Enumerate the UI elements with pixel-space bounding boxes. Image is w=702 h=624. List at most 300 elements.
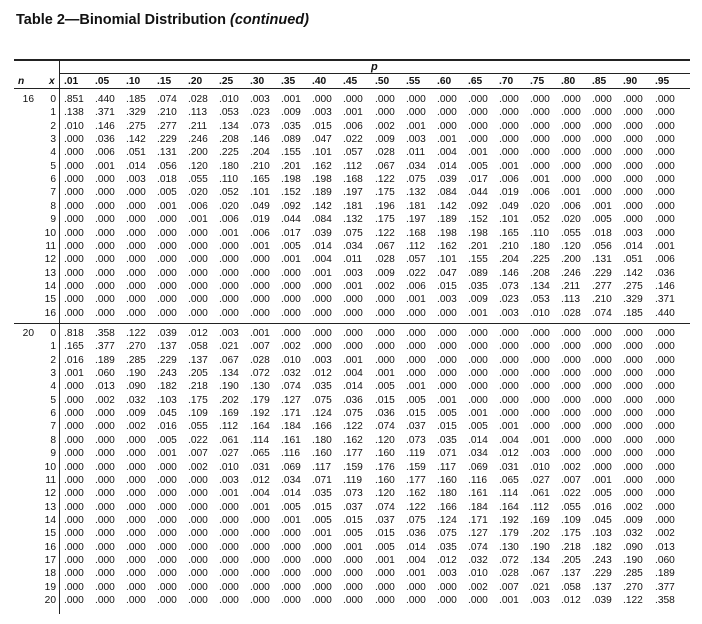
x-value: 8 <box>50 434 56 446</box>
probability-cell: .000 <box>219 528 239 540</box>
x-value: 4 <box>50 147 56 159</box>
probability-cell: .112 <box>530 501 550 513</box>
probability-cell: .000 <box>561 354 581 366</box>
probability-cell: .022 <box>406 267 426 279</box>
probability-cell: .000 <box>95 187 115 199</box>
probability-cell: .001 <box>343 280 363 292</box>
probability-cell: .000 <box>219 254 239 266</box>
probability-cell: .000 <box>437 307 457 319</box>
probability-cell: .000 <box>188 554 208 566</box>
probability-cell: .017 <box>281 227 301 239</box>
probability-cell: .000 <box>95 581 115 593</box>
p-column-header: .20 <box>188 76 203 87</box>
p-column-header: .15 <box>157 76 172 87</box>
probability-cell: .000 <box>157 254 177 266</box>
x-value: 1 <box>50 341 56 353</box>
probability-cell: .036 <box>375 408 395 420</box>
probability-cell: .005 <box>468 421 488 433</box>
probability-cell: .021 <box>219 341 239 353</box>
probability-cell: .000 <box>406 107 426 119</box>
probability-cell: .000 <box>655 381 675 393</box>
probability-cell: .000 <box>64 174 84 186</box>
probability-cell: .000 <box>655 227 675 239</box>
probability-cell: .000 <box>561 94 581 105</box>
probability-cell: .122 <box>623 595 643 606</box>
probability-cell: .270 <box>126 341 146 353</box>
probability-cell: .005 <box>375 381 395 393</box>
probability-cell: .166 <box>437 501 457 513</box>
probability-cell: .109 <box>188 408 208 420</box>
probability-cell: .036 <box>343 394 363 406</box>
probability-cell: .000 <box>188 514 208 526</box>
probability-cell: .168 <box>343 174 363 186</box>
probability-cell: .001 <box>499 160 519 172</box>
probability-cell: .162 <box>406 488 426 500</box>
probability-cell: .000 <box>561 421 581 433</box>
probability-cell: .000 <box>655 474 675 486</box>
probability-cell: .015 <box>343 514 363 526</box>
probability-cell: .000 <box>250 267 270 279</box>
probability-cell: .005 <box>312 514 332 526</box>
x-value: 6 <box>50 408 56 420</box>
probability-cell: .166 <box>312 421 332 433</box>
probability-cell: .000 <box>157 528 177 540</box>
probability-cell: .000 <box>126 214 146 226</box>
probability-cell: .165 <box>499 227 519 239</box>
probability-cell: .006 <box>499 174 519 186</box>
probability-cell: .211 <box>188 120 208 132</box>
probability-cell: .000 <box>64 421 84 433</box>
probability-cell: .001 <box>343 107 363 119</box>
probability-cell: .000 <box>64 227 84 239</box>
probability-cell: .037 <box>343 501 363 513</box>
probability-cell: .124 <box>312 408 332 420</box>
probability-cell: .015 <box>375 528 395 540</box>
probability-cell: .000 <box>655 448 675 460</box>
probability-cell: .161 <box>281 434 301 446</box>
probability-cell: .146 <box>655 280 675 292</box>
probability-cell: .000 <box>406 354 426 366</box>
probability-cell: .000 <box>655 514 675 526</box>
probability-cell: .074 <box>375 421 395 433</box>
probability-cell: .000 <box>655 434 675 446</box>
probability-cell: .001 <box>188 214 208 226</box>
probability-cell: .001 <box>281 254 301 266</box>
probability-cell: .000 <box>126 554 146 566</box>
probability-cell: .000 <box>561 160 581 172</box>
probability-cell: .000 <box>95 448 115 460</box>
probability-cell: .185 <box>623 307 643 319</box>
probability-cell: .073 <box>343 488 363 500</box>
probability-cell: .010 <box>468 568 488 580</box>
probability-cell: .065 <box>250 448 270 460</box>
probability-cell: .000 <box>561 394 581 406</box>
probability-cell: .134 <box>530 280 550 292</box>
probability-cell: .000 <box>64 381 84 393</box>
probability-cell: .201 <box>468 240 488 252</box>
probability-cell: .000 <box>343 341 363 353</box>
probability-cell: .190 <box>623 554 643 566</box>
probability-cell: .000 <box>219 280 239 292</box>
probability-cell: .229 <box>157 134 177 146</box>
probability-cell: .182 <box>592 541 612 553</box>
probability-cell: .000 <box>312 341 332 353</box>
probability-cell: .000 <box>592 328 612 339</box>
probability-cell: .000 <box>95 421 115 433</box>
probability-cell: .084 <box>437 187 457 199</box>
probability-cell: .056 <box>592 240 612 252</box>
x-column-rule <box>59 60 60 614</box>
probability-cell: .204 <box>250 147 270 159</box>
probability-cell: .000 <box>64 394 84 406</box>
probability-cell: .000 <box>188 240 208 252</box>
probability-cell: .000 <box>623 147 643 159</box>
probability-cell: .000 <box>530 421 550 433</box>
probability-cell: .004 <box>406 554 426 566</box>
probability-cell: .000 <box>126 474 146 486</box>
probability-cell: .146 <box>499 267 519 279</box>
probability-cell: .000 <box>437 328 457 339</box>
probability-cell: .109 <box>561 514 581 526</box>
probability-cell: .022 <box>561 488 581 500</box>
probability-cell: .013 <box>655 541 675 553</box>
probability-cell: .000 <box>95 174 115 186</box>
probability-cell: .003 <box>126 174 146 186</box>
x-value: 3 <box>50 134 56 146</box>
probability-cell: .198 <box>468 227 488 239</box>
probability-cell: .165 <box>64 341 84 353</box>
probability-cell: .000 <box>64 280 84 292</box>
probability-cell: .002 <box>126 421 146 433</box>
probability-cell: .000 <box>95 294 115 306</box>
probability-cell: .002 <box>561 461 581 473</box>
probability-cell: .000 <box>499 394 519 406</box>
x-value: 0 <box>50 94 56 105</box>
probability-cell: .089 <box>468 267 488 279</box>
probability-cell: .377 <box>95 341 115 353</box>
probability-cell: .014 <box>343 381 363 393</box>
probability-cell: .027 <box>530 474 550 486</box>
probability-cell: .000 <box>406 368 426 380</box>
x-value: 2 <box>50 354 56 366</box>
probability-cell: .005 <box>375 541 395 553</box>
p-column-header: .05 <box>95 76 110 87</box>
x-value: 12 <box>44 254 56 266</box>
x-value: 4 <box>50 381 56 393</box>
probability-cell: .277 <box>157 120 177 132</box>
probability-cell: .005 <box>281 240 301 252</box>
probability-cell: .012 <box>561 595 581 606</box>
probability-cell: .000 <box>592 341 612 353</box>
x-value: 8 <box>50 200 56 212</box>
probability-cell: .127 <box>468 528 488 540</box>
probability-cell: .162 <box>312 160 332 172</box>
probability-cell: .211 <box>561 280 581 292</box>
probability-cell: .000 <box>157 267 177 279</box>
probability-cell: .000 <box>312 568 332 580</box>
probability-cell: .000 <box>530 120 550 132</box>
probability-cell: .012 <box>312 368 332 380</box>
probability-cell: .000 <box>219 554 239 566</box>
probability-cell: .000 <box>375 581 395 593</box>
probability-cell: .072 <box>499 554 519 566</box>
probability-cell: .000 <box>126 187 146 199</box>
probability-cell: .000 <box>499 368 519 380</box>
probability-cell: .000 <box>64 160 84 172</box>
probability-cell: .053 <box>530 294 550 306</box>
probability-cell: .000 <box>312 541 332 553</box>
p-column-header: .60 <box>437 76 452 87</box>
probability-cell: .005 <box>468 160 488 172</box>
probability-cell: .181 <box>406 200 426 212</box>
probability-cell: .000 <box>64 595 84 606</box>
probability-cell: .177 <box>406 474 426 486</box>
probability-cell: .017 <box>468 174 488 186</box>
probability-cell: .007 <box>188 448 208 460</box>
probability-cell: .020 <box>188 187 208 199</box>
probability-cell: .000 <box>219 514 239 526</box>
probability-cell: .177 <box>343 448 363 460</box>
probability-cell: .073 <box>499 280 519 292</box>
probability-cell: .005 <box>343 528 363 540</box>
probability-cell: .000 <box>655 408 675 420</box>
x-value: 7 <box>50 421 56 433</box>
probability-cell: .023 <box>250 107 270 119</box>
p-column-header: .01 <box>64 76 79 87</box>
probability-cell: .009 <box>375 267 395 279</box>
probability-cell: .044 <box>468 187 488 199</box>
probability-cell: .000 <box>188 568 208 580</box>
probability-cell: .028 <box>375 147 395 159</box>
probability-cell: .124 <box>437 514 457 526</box>
probability-cell: .001 <box>406 381 426 393</box>
probability-cell: .031 <box>499 461 519 473</box>
probability-cell: .075 <box>312 394 332 406</box>
probability-cell: .060 <box>655 554 675 566</box>
probability-cell: .000 <box>95 541 115 553</box>
probability-cell: .000 <box>188 254 208 266</box>
probability-cell: .155 <box>468 254 488 266</box>
probability-cell: .000 <box>219 294 239 306</box>
probability-cell: .000 <box>343 568 363 580</box>
probability-cell: .229 <box>592 267 612 279</box>
probability-cell: .005 <box>592 488 612 500</box>
probability-cell: .003 <box>499 307 519 319</box>
probability-cell: .000 <box>655 368 675 380</box>
probability-cell: .074 <box>157 94 177 105</box>
probability-cell: .000 <box>655 134 675 146</box>
probability-cell: .005 <box>592 214 612 226</box>
probability-cell: .055 <box>188 174 208 186</box>
probability-cell: .000 <box>655 328 675 339</box>
probability-cell: .000 <box>126 488 146 500</box>
probability-cell: .164 <box>250 421 270 433</box>
probability-cell: .000 <box>64 461 84 473</box>
probability-cell: .000 <box>219 267 239 279</box>
probability-cell: .000 <box>126 541 146 553</box>
p-column-header: .85 <box>592 76 607 87</box>
probability-cell: .006 <box>655 254 675 266</box>
probability-cell: .000 <box>188 488 208 500</box>
probability-cell: .003 <box>312 107 332 119</box>
p-column-header: .65 <box>468 76 483 87</box>
probability-cell: .162 <box>437 240 457 252</box>
probability-cell: .000 <box>592 408 612 420</box>
probability-cell: .160 <box>375 474 395 486</box>
probability-cell: .011 <box>343 254 363 266</box>
probability-cell: .001 <box>64 368 84 380</box>
probability-cell: .210 <box>250 160 270 172</box>
probability-cell: .071 <box>312 474 332 486</box>
probability-cell: .000 <box>655 341 675 353</box>
probability-cell: .000 <box>219 541 239 553</box>
probability-cell: .003 <box>250 94 270 105</box>
probability-cell: .000 <box>126 514 146 526</box>
probability-cell: .358 <box>655 595 675 606</box>
probability-cell: .218 <box>188 381 208 393</box>
probability-cell: .000 <box>375 354 395 366</box>
probability-cell: .000 <box>188 501 208 513</box>
probability-cell: .000 <box>64 214 84 226</box>
probability-cell: .000 <box>530 368 550 380</box>
x-value: 2 <box>50 120 56 132</box>
probability-cell: .000 <box>561 341 581 353</box>
probability-cell: .000 <box>126 528 146 540</box>
probability-cell: .013 <box>95 381 115 393</box>
probability-cell: .182 <box>157 381 177 393</box>
probability-cell: .053 <box>219 107 239 119</box>
probability-cell: .000 <box>499 134 519 146</box>
probability-cell: .000 <box>64 514 84 526</box>
probability-cell: .055 <box>188 421 208 433</box>
probability-cell: .000 <box>188 541 208 553</box>
probability-cell: .000 <box>95 528 115 540</box>
probability-cell: .019 <box>250 214 270 226</box>
probability-cell: .000 <box>126 200 146 212</box>
probability-cell: .000 <box>623 94 643 105</box>
probability-cell: .120 <box>561 240 581 252</box>
probability-cell: .000 <box>312 294 332 306</box>
probability-cell: .000 <box>281 568 301 580</box>
probability-cell: .000 <box>312 94 332 105</box>
probability-cell: .000 <box>281 528 301 540</box>
probability-cell: .010 <box>530 461 550 473</box>
probability-cell: .210 <box>157 107 177 119</box>
probability-cell: .075 <box>406 514 426 526</box>
probability-cell: .000 <box>623 174 643 186</box>
probability-cell: .000 <box>126 501 146 513</box>
x-value: 13 <box>44 267 56 279</box>
probability-cell: .004 <box>250 488 270 500</box>
probability-cell: .189 <box>95 354 115 366</box>
probability-cell: .001 <box>655 240 675 252</box>
probability-cell: .000 <box>406 581 426 593</box>
probability-cell: .006 <box>406 280 426 292</box>
probability-cell: .000 <box>157 501 177 513</box>
probability-cell: .000 <box>592 174 612 186</box>
probability-cell: .009 <box>281 107 301 119</box>
probability-cell: .000 <box>126 448 146 460</box>
probability-cell: .198 <box>281 174 301 186</box>
probability-cell: .189 <box>655 568 675 580</box>
probability-cell: .000 <box>95 240 115 252</box>
probability-cell: .192 <box>499 514 519 526</box>
probability-cell: .073 <box>406 434 426 446</box>
probability-cell: .000 <box>188 474 208 486</box>
probability-cell: .000 <box>530 381 550 393</box>
p-column-header: .95 <box>655 76 670 87</box>
probability-cell: .000 <box>375 307 395 319</box>
probability-cell: .000 <box>126 294 146 306</box>
probability-cell: .169 <box>530 514 550 526</box>
probability-cell: .000 <box>250 280 270 292</box>
probability-cell: .000 <box>592 120 612 132</box>
probability-cell: .101 <box>437 254 457 266</box>
probability-cell: .371 <box>655 294 675 306</box>
probability-cell: .001 <box>499 595 519 606</box>
probability-cell: .000 <box>530 394 550 406</box>
probability-cell: .000 <box>157 240 177 252</box>
probability-cell: .851 <box>64 94 84 105</box>
probability-cell: .000 <box>623 200 643 212</box>
x-value: 9 <box>50 448 56 460</box>
x-column-header: x <box>49 76 55 87</box>
probability-cell: .000 <box>250 568 270 580</box>
probability-cell: .000 <box>250 307 270 319</box>
probability-cell: .012 <box>188 328 208 339</box>
probability-cell: .000 <box>623 434 643 446</box>
probability-cell: .000 <box>281 280 301 292</box>
probability-cell: .035 <box>437 541 457 553</box>
probability-cell: .034 <box>406 160 426 172</box>
probability-cell: .000 <box>623 187 643 199</box>
probability-cell: .000 <box>219 501 239 513</box>
probability-cell: .009 <box>126 408 146 420</box>
probability-cell: .000 <box>499 408 519 420</box>
x-value: 16 <box>44 307 56 319</box>
probability-cell: .270 <box>623 581 643 593</box>
probability-cell: .000 <box>561 408 581 420</box>
p-label: p <box>371 61 378 73</box>
probability-cell: .000 <box>561 120 581 132</box>
probability-cell: .152 <box>281 187 301 199</box>
probability-cell: .000 <box>655 120 675 132</box>
probability-cell: .196 <box>375 200 395 212</box>
probability-cell: .329 <box>126 107 146 119</box>
probability-cell: .002 <box>95 394 115 406</box>
probability-cell: .000 <box>406 328 426 339</box>
probability-cell: .004 <box>312 254 332 266</box>
probability-cell: .067 <box>375 240 395 252</box>
probability-cell: .000 <box>561 434 581 446</box>
probability-cell: .190 <box>219 381 239 393</box>
probability-cell: .002 <box>375 280 395 292</box>
probability-cell: .000 <box>530 328 550 339</box>
probability-cell: .005 <box>157 187 177 199</box>
probability-cell: .002 <box>655 528 675 540</box>
probability-cell: .132 <box>343 214 363 226</box>
probability-cell: .001 <box>312 528 332 540</box>
probability-cell: .000 <box>312 581 332 593</box>
x-value: 11 <box>45 240 56 252</box>
probability-cell: .006 <box>188 200 208 212</box>
probability-cell: .092 <box>468 200 488 212</box>
probability-cell: .000 <box>219 581 239 593</box>
probability-cell: .036 <box>406 528 426 540</box>
probability-cell: .000 <box>188 267 208 279</box>
x-value: 14 <box>44 514 56 526</box>
probability-cell: .180 <box>219 160 239 172</box>
